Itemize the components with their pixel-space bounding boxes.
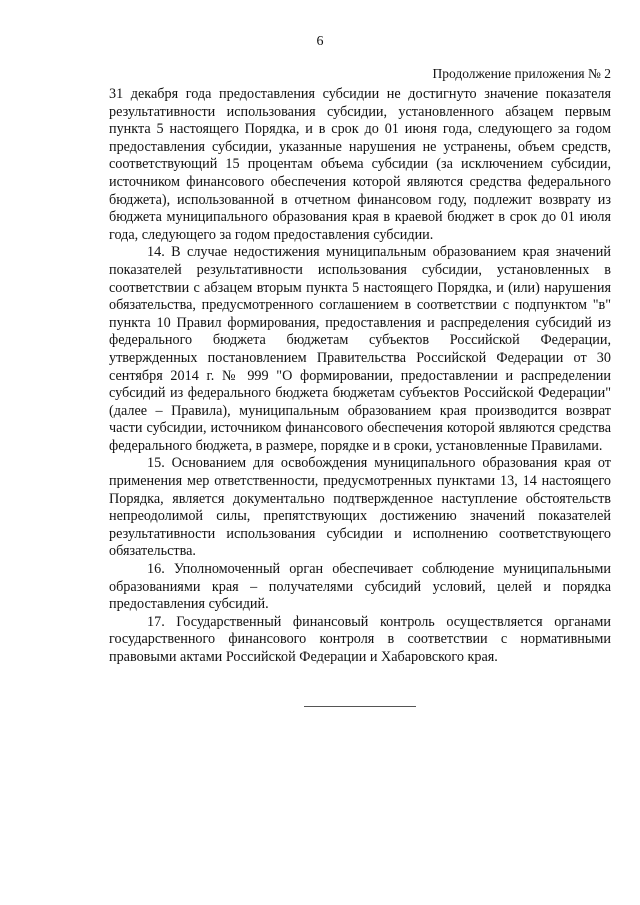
paragraph-16: 16. Уполномоченный орган обеспечивает соблюдение муниципальными образованиями края – получателями субсидий условий, целей и порядка предоставления субсидий. [109,561,611,613]
end-of-document-divider [304,706,416,707]
paragraph-17: 17. Государственный финансовый контроль осуществляется органами государственного финансового контроля в соответствии с нормативными правовыми актами Российской Федерации и Хабаровского края. [109,613,611,665]
document-body [109,86,611,667]
paragraph-13-continuation: 31 декабря года предоставления субсидии не достигнуто значение показателя результативности использования субсидии, установленного абзацем первым пункта 5 настоящего Порядка, и в срок до 01 июня года, следующего за годом предоставления субсидии, указанные нарушения не устранены, объем средств, соответствующий 15 процентам объема субсидии (за исключением субсидии, источником финансового обеспечения которой являются средства федерального бюджета), использованной в отчетном финансовом году, подлежит возврату из бюджета муниципального образования края в краевой бюджет в срок до 01 июля года, следующего за годом предоставления субсидии. [109,86,611,243]
paragraph-14: 14. В случае недостижения муниципальным образованием края значений показателей результативности использования субсидии, установленных в соответствии с абзацем вторым пункта 5 настоящего Порядка, и (или) нарушения обязательства, предусмотренного соглашением в соответствии с подпунктом "в" пункта 10 Правил формирования, предоставления и распределения субсидий из федерального бюджета бюджетам субъектов Российской Федерации, утвержденных постановлением Правительства Российской Федерации от 30 сентября 2014 г. № 999 "О формировании, предоставлении и распределении субсидий из федерального бюджета бюджетам субъектов Российской Федерации" (далее – Правила), муниципальным образованием края производится возврат части субсидии, источником финансового обеспечения которой являются средства федерального бюджета, в размере, порядке и в сроки, установленные Правилами. [109,244,611,454]
page-number: 6 [316,34,324,49]
appendix-continuation-label: Продолжение приложения № 2 [432,66,611,81]
paragraph-15: 15. Основанием для освобождения муниципального образования края от применения мер ответственности, предусмотренных пунктами 13, 14 настоящего Порядка, является документально подтвержденное наступление обстоятельств непреодолимой силы, препятствующих достижению значений показателей результативности использования субсидии и исполнению соответствующего обязательства. [109,455,611,560]
